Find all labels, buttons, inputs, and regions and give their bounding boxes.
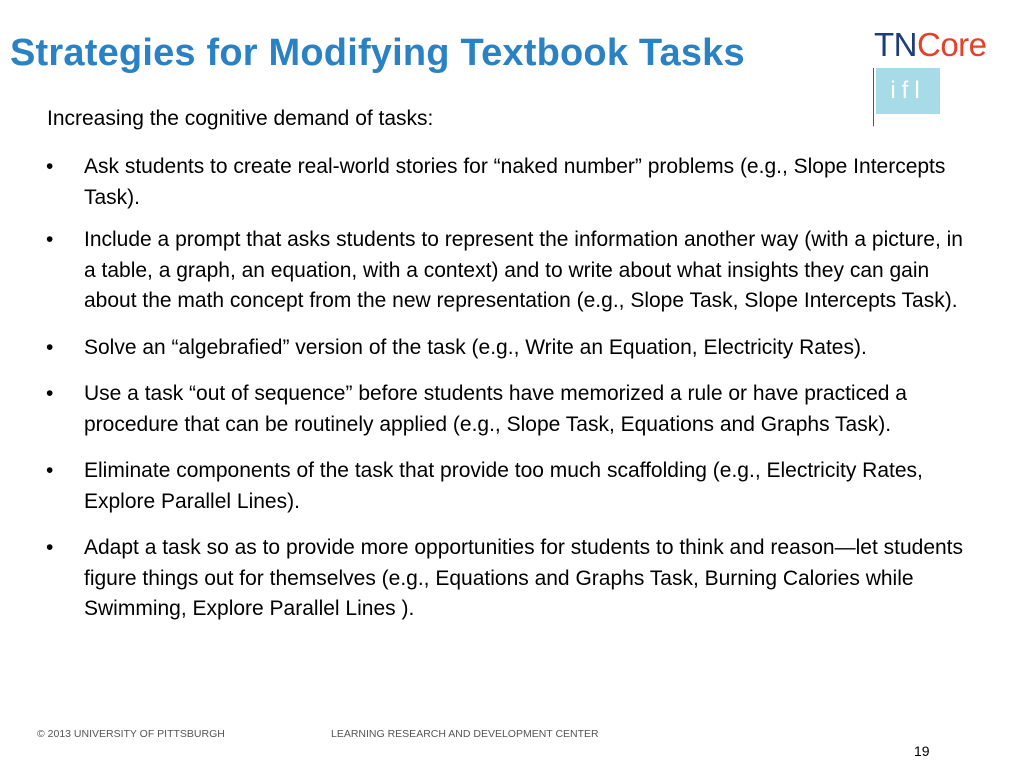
list-item [46, 533, 966, 625]
bullet-dot: • [46, 335, 54, 359]
bullet-list [46, 152, 966, 637]
footer-center-text: LEARNING RESEARCH AND DEVELOPMENT CENTER [331, 728, 599, 740]
list-item [46, 225, 966, 317]
bullet-text: Solve an “algebrafied” version of the task (e.g., Write an Equation, Electricity Rates). [84, 335, 867, 359]
list-item [46, 333, 966, 364]
logo-divider [873, 68, 874, 126]
bullet-dot: • [46, 536, 54, 559]
bullet-text: Adapt a task so as to provide more opportunities for students to think and reason—let students figure things out for themselves (e.g., Equations and Graphs Task, Burning Calories while Swimming, Explore Parallel Lines ). [84, 536, 964, 620]
bullet-dot: • [46, 228, 54, 251]
logo-tn-text: TN [874, 26, 917, 63]
list-item [46, 152, 966, 213]
tncore-logo [874, 28, 987, 61]
list-item [46, 456, 966, 517]
page-number: 19 [914, 743, 930, 759]
logo-core-text: Core [917, 26, 987, 63]
bullet-dot: • [46, 155, 54, 178]
bullet-text: Eliminate components of the task that provide too much scaffolding (e.g., Electricity Rates, Explore Parallel Lines). [84, 459, 923, 513]
slide-title: Strategies for Modifying Textbook Tasks [10, 32, 745, 74]
bullet-dot: • [46, 382, 54, 405]
ifl-logo: ifl [876, 68, 940, 114]
bullet-text: Ask students to create real-world stories for “naked number” problems (e.g., Slope Intercepts Task). [84, 155, 946, 209]
list-item [46, 379, 966, 440]
bullet-text: Use a task “out of sequence” before students have memorized a rule or have practiced a procedure that can be routinely applied (e.g., Slope Task, Equations and Graphs Task). [84, 382, 907, 436]
bullet-text: Include a prompt that asks students to represent the information another way (with a picture, in a table, a graph, an equation, with a context) and to write about what insights they can gain about the math concept from the new representation (e.g., Slope Task, Slope Intercepts Task). [84, 228, 963, 312]
intro-text: Increasing the cognitive demand of tasks: [47, 107, 434, 130]
bullet-dot: • [46, 459, 54, 482]
footer-copyright: © 2013 UNIVERSITY OF PITTSBURGH [37, 728, 225, 740]
